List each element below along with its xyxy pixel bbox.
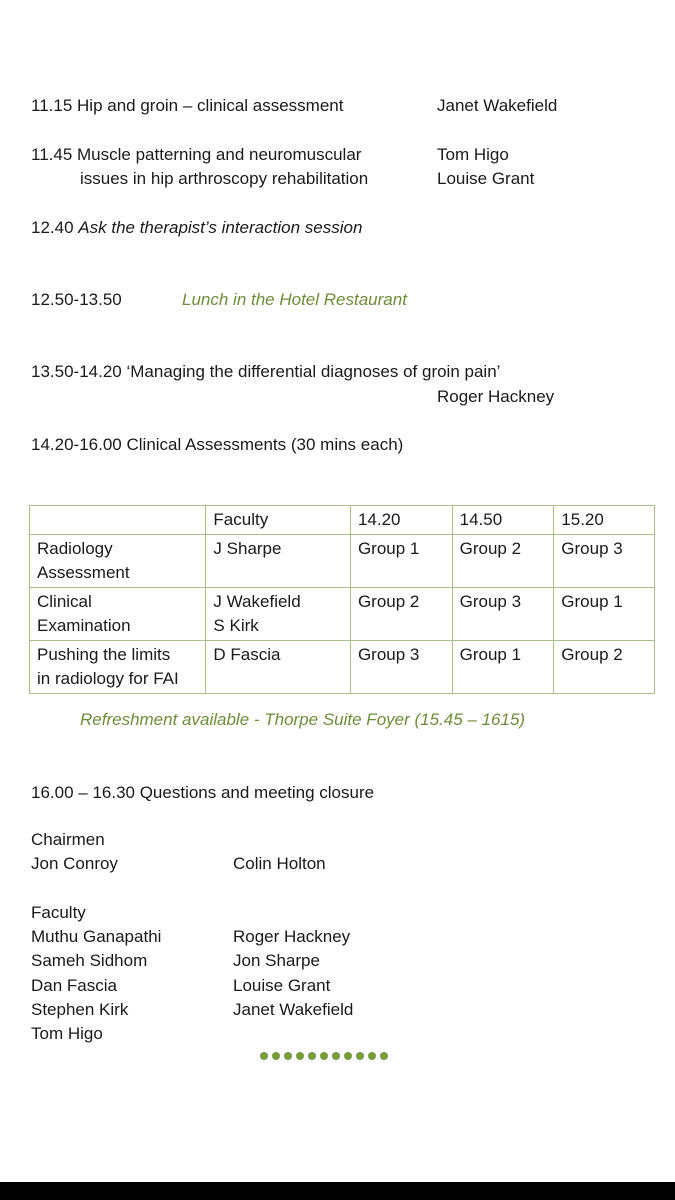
agenda-title: Muscle patterning and neuromuscular [77, 145, 362, 164]
refreshment-note: Refreshment available - Thorpe Suite Foyer (15.45 – 1615) [80, 710, 526, 729]
agenda-time: 14.20-16.00 [31, 435, 122, 454]
table-header-cell: Faculty [206, 506, 351, 535]
agenda-title: Hip and groin – clinical assessment [77, 96, 344, 115]
bullet-dot-icon [308, 1052, 316, 1060]
bottom-black-bar [0, 1182, 675, 1200]
slot-cell: Group 1 [350, 535, 452, 588]
chairmen-heading: Chairmen [31, 830, 105, 849]
slot-cell: Group 1 [554, 588, 655, 641]
slot-cell: Group 2 [554, 641, 655, 694]
bullet-dot-icon [380, 1052, 388, 1060]
agenda-time: 13.50-14.20 [31, 362, 122, 381]
assessment-schedule-table [29, 505, 655, 694]
agenda-time: 11.15 [31, 96, 73, 115]
slot-cell: Group 3 [554, 535, 655, 588]
bullet-dot-icon [344, 1052, 352, 1060]
faculty-name: Sameh Sidhom [31, 951, 148, 970]
table-header-cell: 14.20 [350, 506, 452, 535]
lunch-title: Lunch in the Hotel Restaurant [182, 290, 407, 309]
agenda-item-5 [31, 361, 500, 383]
agenda-time: 12.50-13.50 [31, 290, 122, 309]
table-header-cell [30, 506, 206, 535]
faculty-name: S Kirk [213, 616, 259, 635]
table-header-row [30, 506, 655, 535]
bullet-dot-icon [272, 1052, 280, 1060]
faculty-cell [206, 641, 351, 694]
agenda-item-1 [31, 95, 343, 117]
slot-cell: Group 2 [350, 588, 452, 641]
agenda-title: Clinical Assessments (30 mins each) [126, 435, 404, 454]
faculty-heading: Faculty [31, 903, 86, 922]
bullet-dot-icon [332, 1052, 340, 1060]
session-cell [30, 641, 206, 694]
faculty-name: Stephen Kirk [31, 1000, 129, 1019]
agenda-speaker: Roger Hackney [437, 387, 555, 406]
agenda-item-6 [31, 434, 403, 456]
faculty-name: Louise Grant [233, 976, 331, 995]
table-header-cell: 15.20 [554, 506, 655, 535]
bullet-dot-icon [284, 1052, 292, 1060]
chairman-name: Colin Holton [233, 854, 326, 873]
agenda-item-3 [31, 217, 362, 239]
agenda-speaker: Louise Grant [437, 169, 535, 188]
table-row [30, 588, 655, 641]
agenda-time: 12.40 [31, 218, 74, 237]
slot-cell: Group 3 [350, 641, 452, 694]
faculty-name: Dan Fascia [31, 976, 117, 995]
bullet-dot-icon [260, 1052, 268, 1060]
session-line: Assessment [37, 563, 130, 582]
faculty-name: D Fascia [213, 645, 281, 664]
agenda-time: 11.45 [31, 145, 73, 164]
session-cell [30, 535, 206, 588]
decorative-dot-row [260, 1052, 388, 1060]
slot-cell: Group 2 [452, 535, 554, 588]
faculty-name: J Sharpe [213, 539, 282, 558]
faculty-name: Muthu Ganapathi [31, 927, 162, 946]
table-header-cell: 14.50 [452, 506, 554, 535]
session-line: Clinical [37, 592, 92, 611]
session-line: Pushing the limits [37, 645, 171, 664]
faculty-cell [206, 588, 351, 641]
agenda-item-2 [31, 144, 361, 166]
table-row [30, 535, 655, 588]
faculty-name: J Wakefield [213, 592, 301, 611]
agenda-title: ‘Managing the differential diagnoses of groin pain’ [126, 362, 501, 381]
agenda-speaker: Tom Higo [437, 145, 509, 164]
table-row [30, 641, 655, 694]
slot-cell: Group 3 [452, 588, 554, 641]
faculty-name: Roger Hackney [233, 927, 351, 946]
session-line: Radiology [37, 539, 113, 558]
agenda-title-continued: issues in hip arthroscopy rehabilitation [80, 169, 369, 188]
faculty-name: Janet Wakefield [233, 1000, 354, 1019]
closing-item: 16.00 – 16.30 Questions and meeting closure [31, 783, 375, 802]
bullet-dot-icon [368, 1052, 376, 1060]
faculty-name: Jon Sharpe [233, 951, 320, 970]
bullet-dot-icon [296, 1052, 304, 1060]
bullet-dot-icon [320, 1052, 328, 1060]
session-line: in radiology for FAI [37, 669, 179, 688]
session-cell [30, 588, 206, 641]
slot-cell: Group 1 [452, 641, 554, 694]
bullet-dot-icon [356, 1052, 364, 1060]
chairman-name: Jon Conroy [31, 854, 118, 873]
faculty-cell [206, 535, 351, 588]
agenda-speaker: Janet Wakefield [437, 96, 558, 115]
agenda-title: Ask the therapist’s interaction session [78, 218, 363, 237]
faculty-name: Tom Higo [31, 1024, 103, 1043]
session-line: Examination [37, 616, 131, 635]
